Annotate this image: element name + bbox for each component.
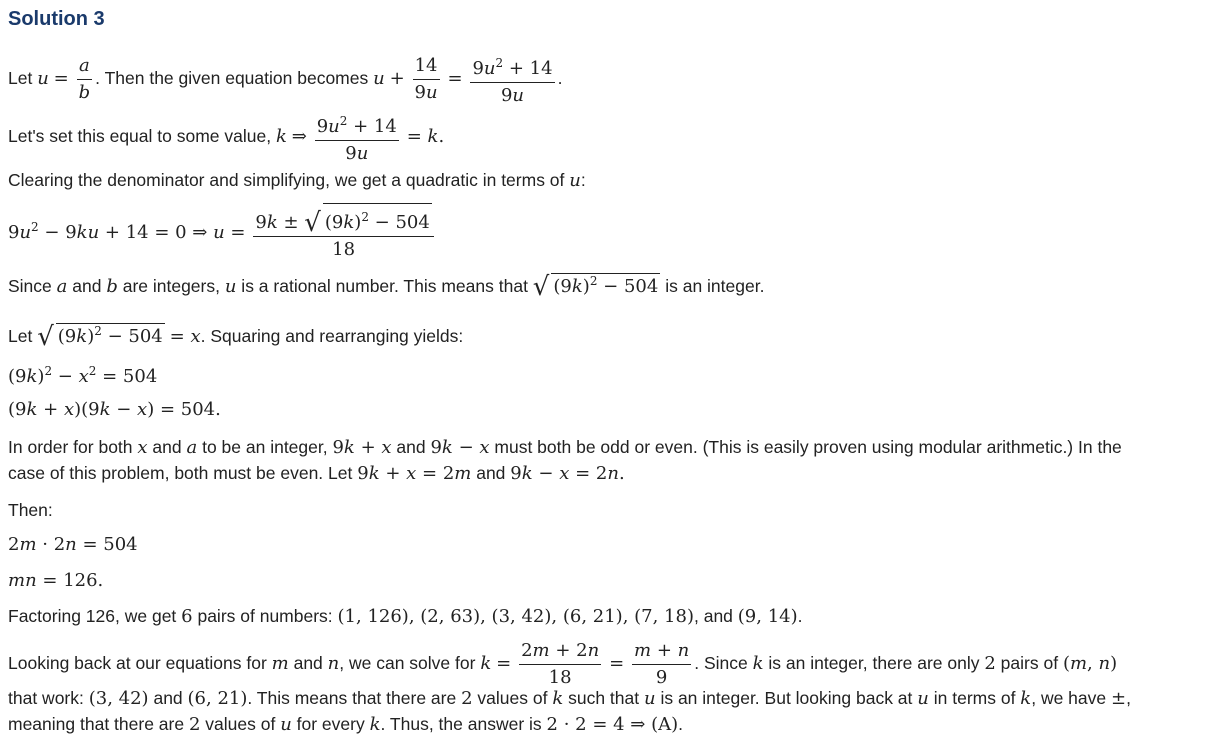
line-16: that work: (3, 42) and (6, 21). This means that there are 2 values of k such that u is an integer. But looking back at u in terms of k, we have ±, xyxy=(8,688,1131,709)
line-2: Let's set this equal to some value, k ⇒ $\frac{9u^2 + 14}{9u}$ = k. xyxy=(8,108,444,167)
solution-title: Solution 3 xyxy=(8,8,105,30)
line-17: meaning that there are 2 values of u for every k. Thus, the answer is 2 · 2 = 4 ⇒ (A). xyxy=(8,714,684,735)
line-15: Looking back at our equations for m and n, we can solve for k = $\frac{2m + 2n}{18}$ = $\frac{m + n}{9}$ . Since k is an integer, there are only 2 pairs of (m, n) xyxy=(8,640,1118,688)
line-8: (9k + x)(9k − x) = 504. xyxy=(8,399,221,420)
line-14: Factoring 126, we get 6 pairs of numbers: (1, 126), (2, 63), (3, 42), (6, 21), (7, 18), and (9, 14). xyxy=(8,606,803,627)
line-6: Let √ $(9k)^2 - 504 = x$. Squaring and rearranging yields: xyxy=(8,322,464,352)
line-9: In order for both x and a to be an integer, 9k + x and 9k − x must both be odd or even. (This is easily proven using modular arithmetic.) In the xyxy=(8,437,1122,458)
line-13: mn = 126. xyxy=(8,570,104,591)
line-7: $(9k)^2 - x^2 = 504$ xyxy=(8,364,158,387)
line-4: $9u^2 - 9ku + 14 = 0$ ⇒ u = $\frac{9k \pm √ (9k)^2 - 504}{18}$ xyxy=(8,203,437,263)
line-12: 2m · 2n = 504 xyxy=(8,534,138,555)
line-11: Then: xyxy=(8,500,53,520)
line-1: Let u = $\frac{a}{b}$ . Then the given equation becomes u + $\frac{14}{9u}$ = $\frac{9u^2 + 14}{9u}$ . xyxy=(8,50,562,109)
line-5: Since a and b are integers, u is a rational number. This means that √ $(9k)^2 - 504$ is an integer. xyxy=(8,272,765,302)
line-3: Clearing the denominator and simplifying, we get a quadratic in terms of u: xyxy=(8,170,586,191)
line-10: case of this problem, both must be even. Let 9k + x = 2m and 9k − x = 2n. xyxy=(8,463,625,484)
